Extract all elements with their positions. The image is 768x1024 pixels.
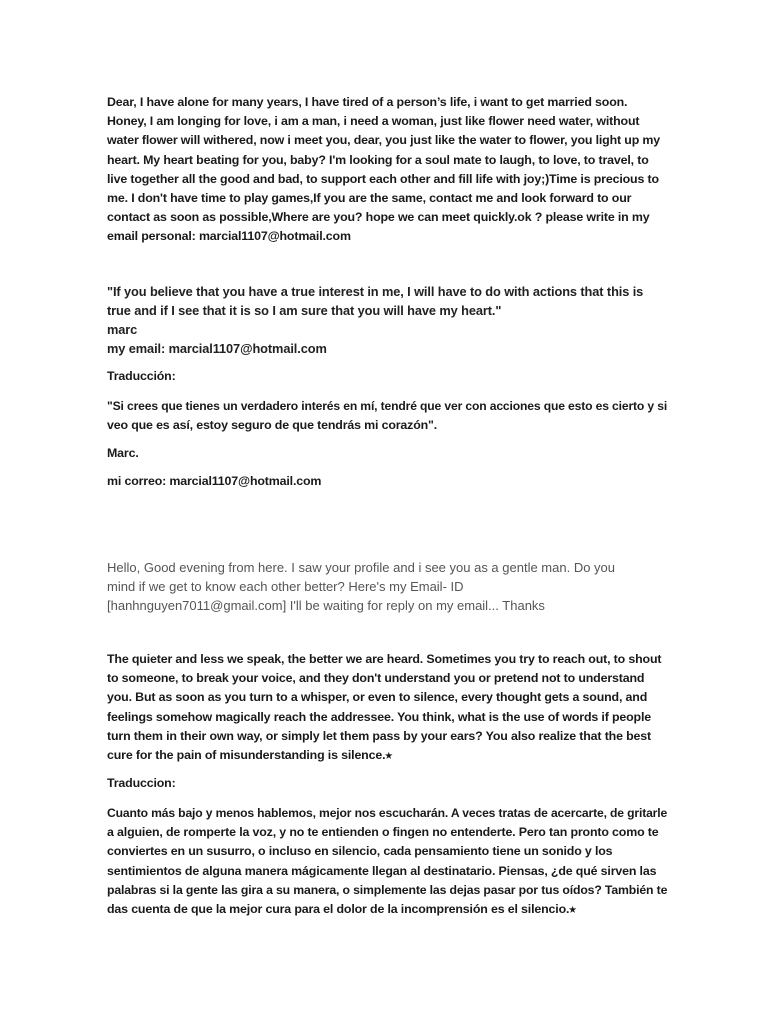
text-line: palabras si la gente las gira a su manera, o simplemente las dejas pasar por tus oídos? También te xyxy=(107,882,668,897)
text-line: The quieter and less we speak, the better we are heard. Sometimes you try to reach out, to shout xyxy=(107,652,662,666)
text-line: live together all the good and bad, to support each other and fill life with joy;)Time is precious to xyxy=(107,171,659,186)
mi-correo-line: mi correo: marcial1107@hotmail.com xyxy=(107,474,322,488)
text-line: to someone, to break your voice, and they don't understand you or pretend not to understand xyxy=(107,671,645,686)
text-line: "If you believe that you have a true interest in me, I will have to do with actions that this is xyxy=(107,284,644,299)
text-line: water flower will withered, now i meet you, dear, you just like the water to flower, you light up my xyxy=(107,133,661,148)
text-line: das cuenta de que la mejor cura para el dolor de la incomprensión es el silencio.⭑ xyxy=(107,902,576,917)
quieter-paragraph xyxy=(107,650,667,765)
signature: Marc. xyxy=(107,446,139,460)
cuanto-paragraph xyxy=(107,804,667,919)
text-line: email personal: marcial1107@hotmail.com xyxy=(107,229,351,244)
translation-quote xyxy=(107,397,667,435)
translation-label: Traduccion: xyxy=(107,776,176,790)
text-line: turn them in their own way, or simply let them pass by your ears? You also realize that the best xyxy=(107,728,652,743)
text-line: true and if I see that it is so I am sure that you will have my heart." xyxy=(107,303,502,318)
text-line: Cuanto más bajo y menos hablemos, mejor nos escucharán. A veces tratas de acercarte, de gritarle xyxy=(107,806,668,820)
text-line: veo que es así, estoy seguro de que tendrás mi corazón". xyxy=(107,418,438,433)
text-line: Hello, Good evening from here. I saw your profile and i see you as a gentle man. Do you xyxy=(107,560,616,575)
text-line: "Si crees que tienes un verdadero interés en mí, tendré que ver con acciones que esto es cierto y si xyxy=(107,399,668,413)
letter-paragraph xyxy=(107,93,667,247)
quote-paragraph xyxy=(107,282,667,358)
hello-paragraph xyxy=(107,558,667,616)
text-line: feelings somehow magically reach the addressee. You think, what is the use of words if people xyxy=(107,709,652,724)
text-line: you. But as soon as you turn to a whisper, or even to silence, every thought gets a sound, and xyxy=(107,690,648,705)
text-line: marc xyxy=(107,322,138,337)
text-line: [hanhnguyen7011@gmail.com] I'll be waiting for reply on my email... Thanks xyxy=(107,598,545,614)
translation-label: Traducción: xyxy=(107,369,176,383)
text-line: sentimientos de alguna manera mágicamente llegan al destinatario. Piensas, ¿de qué sirven las xyxy=(107,863,657,878)
text-line: my email: marcial1107@hotmail.com xyxy=(107,341,327,356)
text-line: Dear, I have alone for many years, I have tired of a person’s life, i want to get married soon. xyxy=(107,95,628,109)
text-line: mind if we get to know each other better? Here's my Email- ID xyxy=(107,579,464,595)
text-line: heart. My heart beating for you, baby? I'm looking for a soul mate to laugh, to love, to travel, to xyxy=(107,152,649,167)
text-line: Honey, I am longing for love, i am a man, i need a woman, just like flower need water, without xyxy=(107,114,640,129)
text-line: cure for the pain of misunderstanding is silence.⭑ xyxy=(107,748,392,763)
text-line: contact as soon as possible,Where are you? hope we can meet quickly.ok ? please write in my xyxy=(107,210,650,225)
text-line: conviertes en un susurro, o incluso en silencio, cada pensamiento tiene un sonido y los xyxy=(107,844,613,859)
text-line: a alguien, de romperte la voz, y no te entienden o fingen no entenderte. Pero tan pronto como te xyxy=(107,825,659,840)
text-line: me. I don't have time to play games,If you are the same, contact me and look forward to our xyxy=(107,191,632,206)
